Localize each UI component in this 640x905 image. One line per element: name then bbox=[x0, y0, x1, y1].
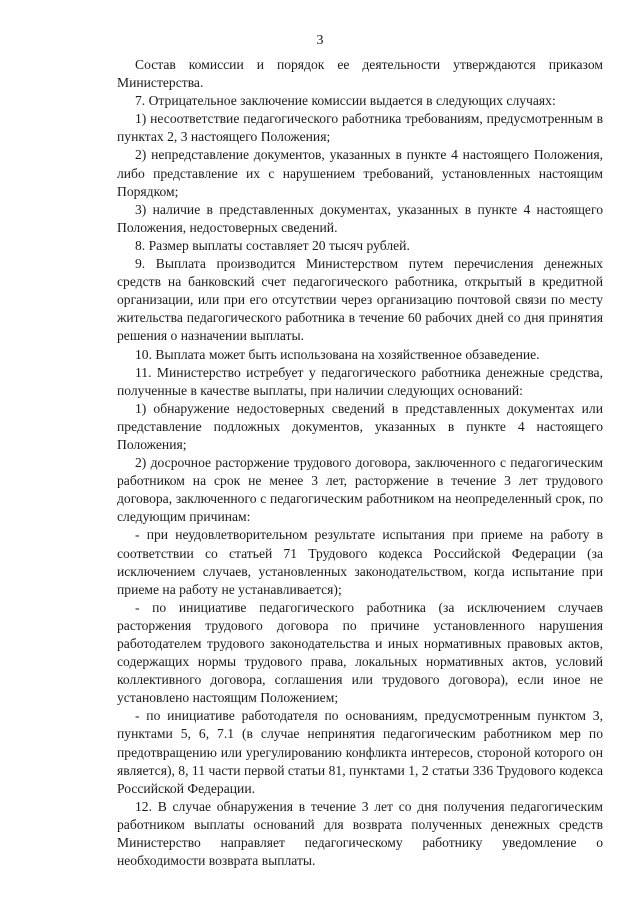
paragraph-11: 11. Министерство истребует у педагогического работника денежные средства, полученные в качестве выплаты, при наличии следующих оснований: bbox=[117, 364, 603, 398]
page-number: 3 bbox=[316, 33, 324, 48]
document-body bbox=[117, 56, 603, 870]
paragraph-7: 7. Отрицательное заключение комиссии выдается в следующих случаях: bbox=[135, 93, 556, 109]
paragraph-9: 9. Выплата производится Министерством путем перечисления денежных средств на банковский счет педагогического работника, открытый в кредитной организации, или при его отсутствии через организацию почтовой связи по месту жительства педагогического работника в течение 60 рабочих дней со дня принятия решения о назначении выплаты. bbox=[117, 256, 603, 344]
paragraph-7-item-3: 3) наличие в представленных документах, указанных в пункте 4 настоящего Положения, недостоверных сведений. bbox=[117, 201, 603, 235]
paragraph-commission-composition: Состав комиссии и порядок ее деятельности утверждаются приказом Министерства. bbox=[117, 57, 603, 91]
paragraph-7-item-2: 2) непредставление документов, указанных в пункте 4 настоящего Положения, либо представление их с нарушением требований, установленных настоящим Порядком; bbox=[117, 147, 603, 199]
paragraph-11-item-2: 2) досрочное расторжение трудового договора, заключенного с педагогическим работником на срок не менее 3 лет, расторжение в течение 3 лет трудового договора, заключенного с педагогическим работником на неопределенный срок, по следующим причинам: bbox=[117, 455, 603, 525]
paragraph-7-item-1: 1) несоответствие педагогического работника требованиям, предусмотренным в пунктах 2, 3 настоящего Положения; bbox=[117, 111, 603, 145]
paragraph-11-reason-employer-initiative: - по инициативе работодателя по основаниям, предусмотренным пунктом 3, пунктами 5, 6, 7.1 (в случае непринятия педагогическим работником мер по предотвращению или урегулированию конфликта интересов, стороной которого он является), 8, 11 части первой статьи 81, пунктами 1, 2 статьи 336 Трудового кодекса Российской Федерации. bbox=[117, 708, 603, 796]
paragraph-11-reason-probation: - при неудовлетворительном результате испытания при приеме на работу в соответствии со статьей 71 Трудового кодекса Российской Федерации (за исключением случаев, установленных законодательством, когда испытание при приеме на работу не устанавливается); bbox=[117, 527, 603, 597]
paragraph-8: 8. Размер выплаты составляет 20 тысяч рублей. bbox=[135, 237, 410, 253]
paragraph-11-item-1: 1) обнаружение недостоверных сведений в представленных документах или представление подложных документов, указанных в пункте 4 настоящего Положения; bbox=[117, 400, 603, 452]
paragraph-12: 12. В случае обнаружения в течение 3 лет со дня получения педагогическим работником выплаты оснований для возврата полученных денежных средств Министерство направляет педагогическому работнику уведомление о необходимости возврата выплаты. bbox=[117, 798, 603, 869]
paragraph-11-reason-employee-initiative: - по инициативе педагогического работника (за исключением случаев расторжения трудового договора по причине установленного нарушения работодателем трудового законодательства и иных нормативных правовых актов, содержащих нормы трудового права, локальных нормативных актов, условий коллективного договора, соглашения или трудового договора), если иное не установлено настоящим Положением; bbox=[117, 599, 603, 706]
paragraph-10: 10. Выплата может быть использована на хозяйственное обзаведение. bbox=[135, 346, 540, 362]
